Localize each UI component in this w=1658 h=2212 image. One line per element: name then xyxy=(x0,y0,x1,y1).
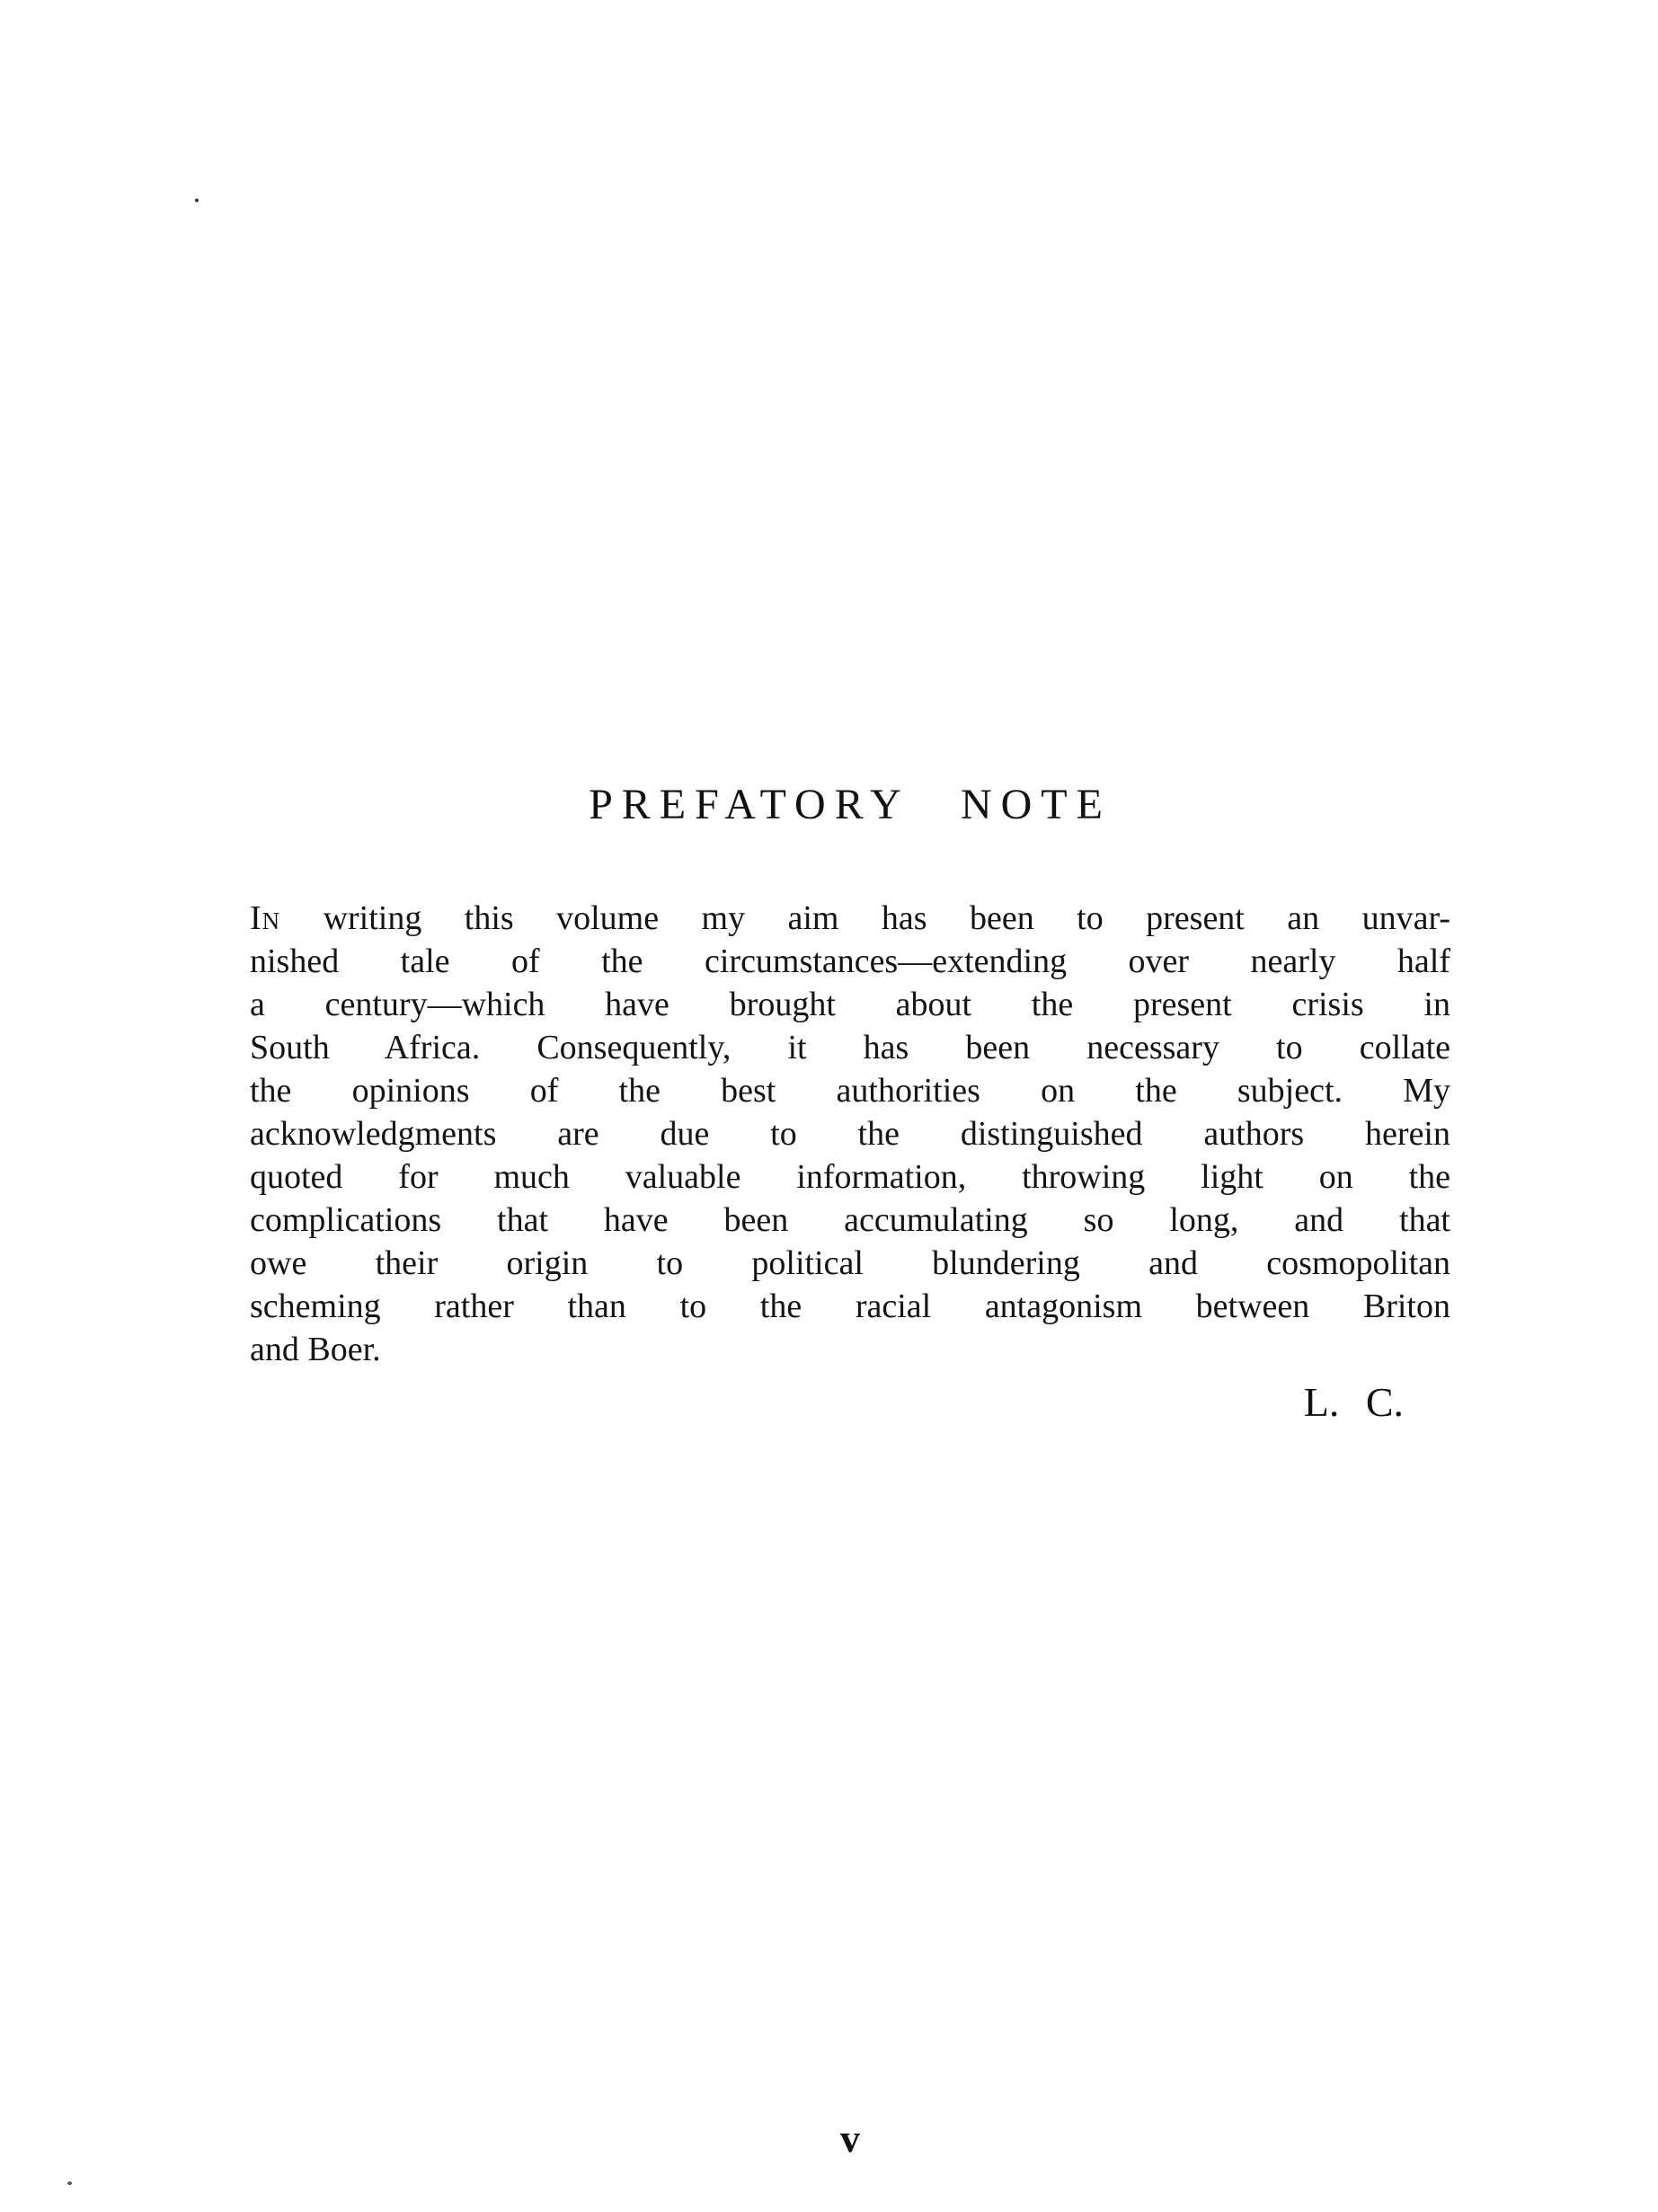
scan-speck xyxy=(67,2181,72,2185)
author-initials: L. C. xyxy=(1303,1379,1404,1425)
paragraph-line: quoted for much valuable information, throwing light on the xyxy=(250,1158,1450,1196)
small-caps-lead: In xyxy=(250,899,281,937)
paragraph-line: acknowledgments are due to the distinguished authors herein xyxy=(250,1115,1450,1153)
page-title: PREFATORY NOTE xyxy=(589,781,1112,828)
paragraph-line xyxy=(250,897,1450,940)
paragraph-line: South Africa. Consequently, it has been necessary to collate xyxy=(250,1029,1450,1066)
paragraph-line: and Boer. xyxy=(250,1331,381,1368)
paragraph-line: a century—which have brought about the present crisis in xyxy=(250,986,1450,1023)
scan-speck xyxy=(195,199,199,202)
paragraph-line: owe their origin to political blundering and cosmopolitan xyxy=(250,1244,1450,1282)
paragraph-line: complications that have been accumulating so long, and that xyxy=(250,1201,1450,1239)
paragraph-line: nished tale of the circumstances—extending over nearly half xyxy=(250,942,1450,980)
paragraph-line: the opinions of the best authorities on the subject. My xyxy=(250,1072,1450,1110)
prefatory-note-paragraph xyxy=(250,897,1450,1371)
page-number: v xyxy=(840,2117,860,2161)
paragraph-line-text: writing this volume my aim has been to present an unvar- xyxy=(280,899,1450,937)
paragraph-line: scheming rather than to the racial antagonism between Briton xyxy=(250,1287,1450,1325)
